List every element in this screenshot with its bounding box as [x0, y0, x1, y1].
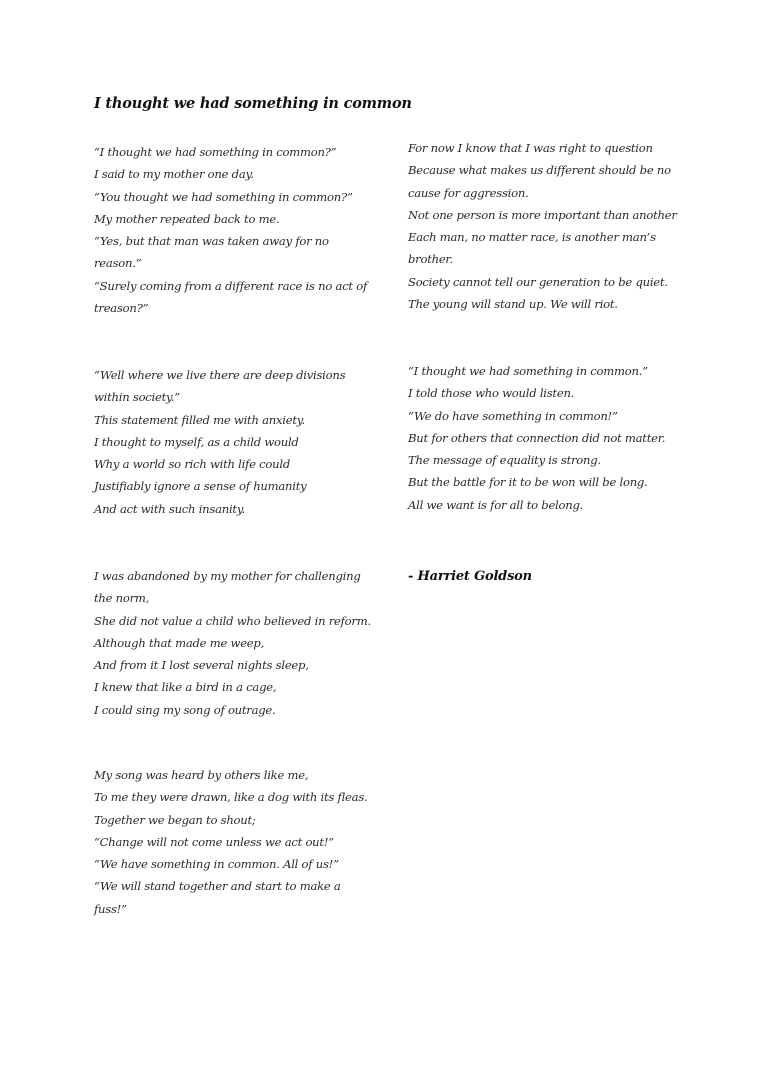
stanza-line: My mother repeated back to me.	[94, 211, 280, 226]
stanza-line: And act with such insanity.	[94, 501, 246, 516]
stanza-line: I told those who would listen.	[408, 386, 575, 401]
stanza-line: And from it I lost several nights sleep,	[94, 658, 309, 673]
stanza-line: Justifiably ignore a sense of humanity	[94, 479, 307, 494]
stanza-line: treason?”	[94, 301, 149, 316]
poem-title: I thought we had something in common	[94, 95, 412, 112]
stanza-line: I knew that like a bird in a cage,	[94, 680, 277, 695]
stanza-line: Because what makes us different should be no	[408, 163, 671, 178]
stanza-line: Each man, no matter race, is another man’s	[408, 230, 656, 245]
stanza-line: “I thought we had something in common?”	[94, 145, 337, 159]
stanza-line: I could sing my song of outrage.	[94, 702, 276, 717]
stanza-line: “I thought we had something in common.”	[408, 364, 648, 378]
stanza-line: My song was heard by others like me,	[94, 768, 309, 782]
stanza-line: “Surely coming from a different race is no act of	[94, 278, 368, 293]
stanza-line: The message of equality is strong.	[408, 453, 601, 468]
stanza-line: “We have something in common. All of us!”	[94, 857, 339, 872]
stanza-5	[408, 137, 677, 315]
stanza-2	[94, 364, 345, 520]
stanza-line: Together we began to shout;	[94, 812, 256, 827]
stanza-3	[94, 565, 371, 721]
stanza-line: The young will stand up. We will riot.	[408, 297, 618, 312]
stanza-line: I said to my mother one day.	[94, 167, 254, 182]
author-signature: - Harriet Goldson	[408, 569, 532, 584]
stanza-line: Society cannot tell our generation to be quiet.	[408, 274, 668, 289]
stanza-line: I was abandoned by my mother for challenging	[94, 569, 361, 583]
stanza-4	[94, 764, 367, 920]
stanza-line: For now I know that I was right to question	[408, 141, 653, 155]
stanza-line: To me they were drawn, like a dog with its fleas.	[94, 790, 368, 805]
stanza-line: “We do have something in common!”	[408, 408, 618, 423]
stanza-line: “Change will not come unless we act out!”	[94, 834, 334, 849]
stanza-line: brother.	[408, 252, 453, 267]
stanza-1	[94, 141, 367, 319]
stanza-line: “You thought we had something in common?”	[94, 189, 353, 204]
stanza-line: “Well where we live there are deep divisions	[94, 368, 346, 382]
stanza-line: Not one person is more important than another	[408, 207, 677, 222]
stanza-line: cause for aggression.	[408, 185, 529, 200]
stanza-line: She did not value a child who believed in reform.	[94, 613, 371, 628]
stanza-6	[408, 360, 665, 516]
stanza-line: within society.”	[94, 390, 180, 405]
stanza-line: All we want is for all to belong.	[408, 497, 584, 512]
stanza-line: “We will stand together and start to make a	[94, 879, 341, 894]
stanza-line: But the battle for it to be won will be long.	[408, 475, 648, 490]
stanza-line: fuss!”	[94, 901, 127, 916]
stanza-line: I thought to myself, as a child would	[94, 434, 299, 449]
stanza-line: “Yes, but that man was taken away for no	[94, 234, 329, 249]
stanza-line: Why a world so rich with life could	[94, 457, 291, 472]
stanza-line: reason.”	[94, 256, 142, 271]
stanza-line: the norm,	[94, 591, 150, 606]
stanza-line: But for others that connection did not matter.	[408, 430, 666, 445]
stanza-line: This statement filled me with anxiety.	[94, 412, 305, 427]
stanza-line: Although that made me weep,	[94, 635, 265, 650]
